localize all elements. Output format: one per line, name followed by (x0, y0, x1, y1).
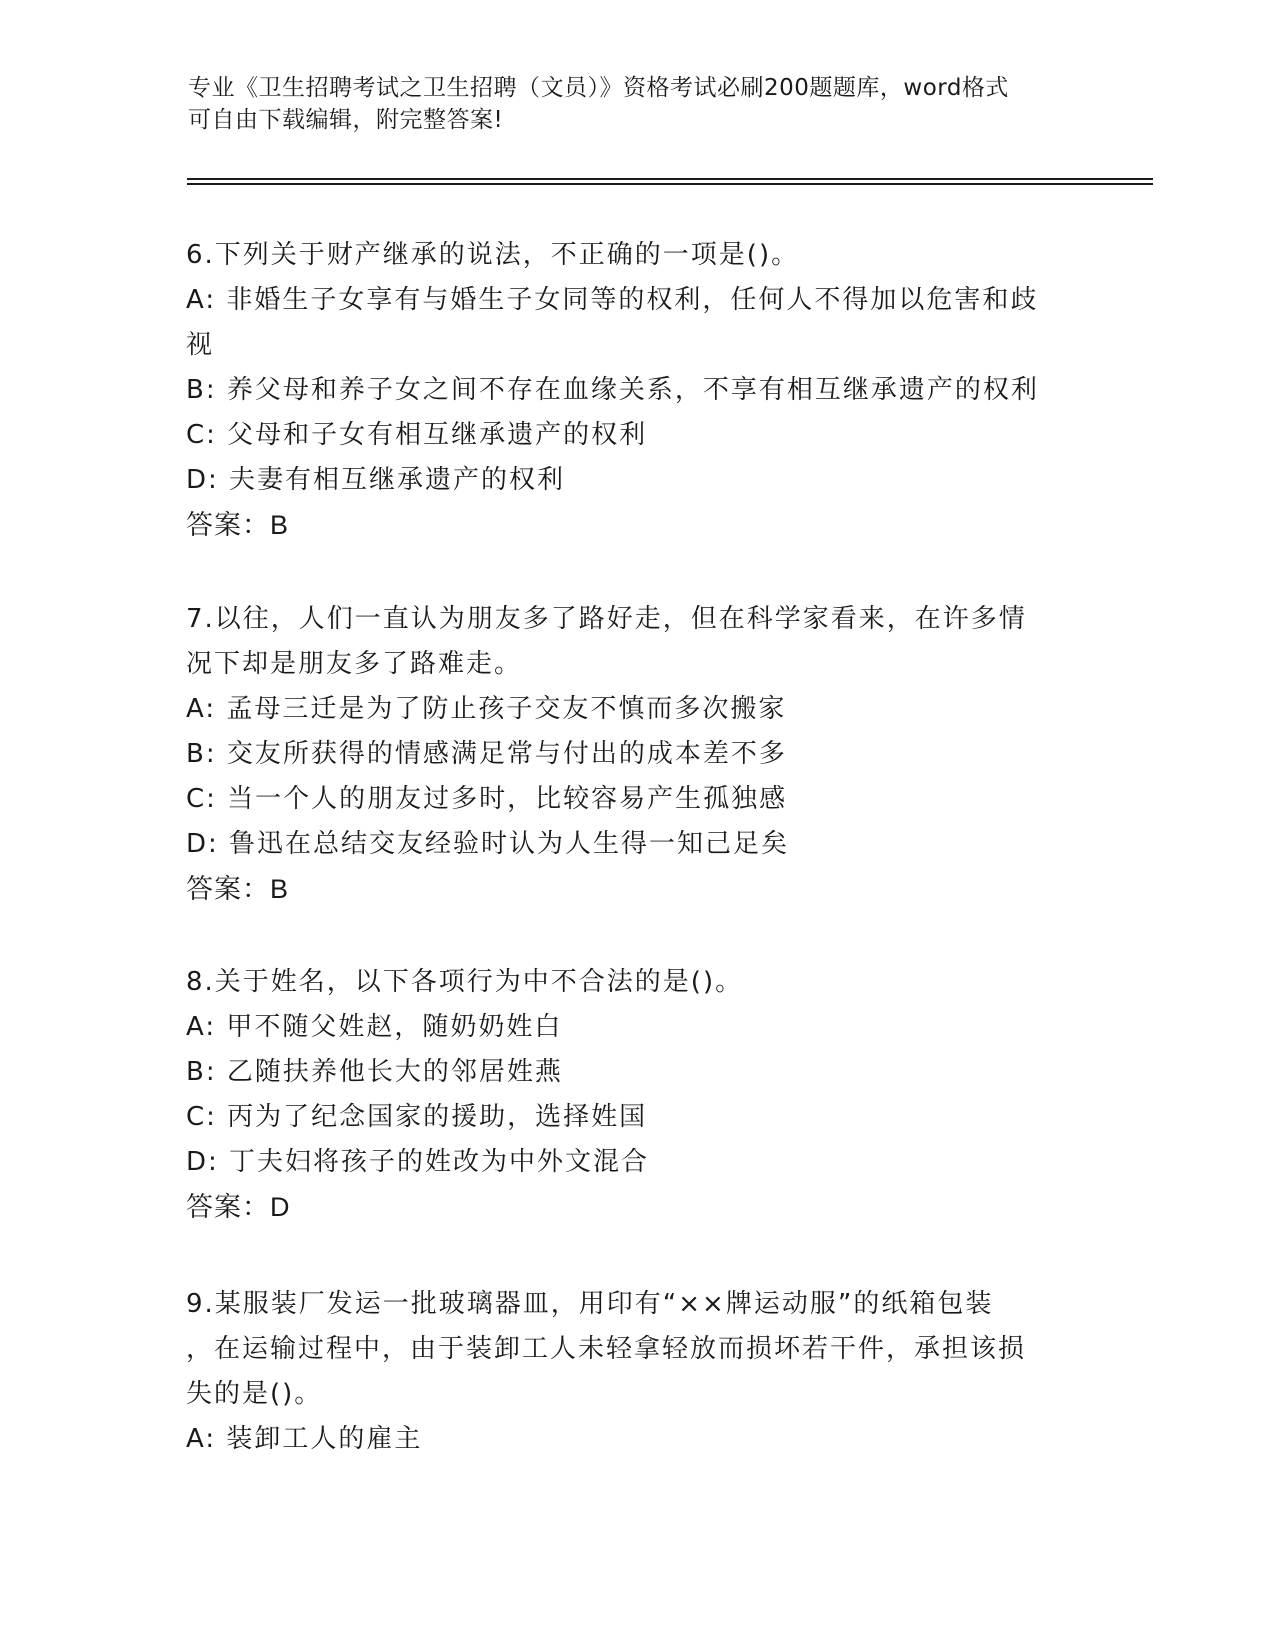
option-a: A: 孟母三迁是为了防止孩子交友不慎而多次搬家 (186, 694, 787, 724)
answer-line: 答案：D (186, 1192, 291, 1222)
option-c: C: 当一个人的朋友过多时，比较容易产生孤独感 (186, 784, 788, 814)
option-b: B: 养父母和养子女之间不存在血缘关系，不享有相互继承遗产的权利 (186, 375, 1039, 405)
option-b: B: 交友所获得的情感满足常与付出的成本差不多 (186, 739, 787, 769)
header-divider-bottom (187, 183, 1153, 185)
question-stem: 6.下列关于财产继承的说法，不正确的一项是()。 (186, 240, 800, 270)
option-a: A: 非婚生子女享有与婚生子女同等的权利，任何人不得加以危害和歧 (186, 285, 1039, 315)
answer-line: 答案：B (186, 510, 290, 540)
answer-line: 答案：B (186, 874, 290, 904)
question-stem: 8.关于姓名，以下各项行为中不合法的是()。 (186, 967, 744, 997)
option-a-continued: 视 (186, 330, 215, 360)
question-stem-continued: ，在运输过程中，由于装卸工人未轻拿轻放而损坏若干件，承担该损 (186, 1334, 1027, 1364)
question-9 (186, 1282, 1086, 1462)
question-stem: 9.某服装厂发运一批玻璃器皿，用印有“××牌运动服”的纸箱包装 (186, 1289, 994, 1319)
header-divider-top (187, 178, 1153, 180)
option-b: B: 乙随扶养他长大的邻居姓燕 (186, 1057, 563, 1087)
question-6 (186, 233, 1086, 548)
question-stem-continued: 况下却是朋友多了路难走。 (186, 649, 523, 679)
document-header (188, 72, 1068, 136)
question-stem-continued: 失的是()。 (186, 1379, 323, 1409)
question-8 (186, 960, 1086, 1230)
option-c: C: 父母和子女有相互继承遗产的权利 (186, 420, 648, 450)
option-d: D: 夫妻有相互继承遗产的权利 (186, 465, 566, 495)
header-line-1: 专业《卫生招聘考试之卫生招聘（文员）》资格考试必刷200题题库，word格式 (188, 75, 1009, 101)
option-d: D: 丁夫妇将孩子的姓改为中外文混合 (186, 1147, 650, 1177)
option-c: C: 丙为了纪念国家的援助，选择姓国 (186, 1102, 648, 1132)
option-a: A: 装卸工人的雇主 (186, 1424, 423, 1454)
question-7 (186, 597, 1086, 912)
option-d: D: 鲁迅在总结交友经验时认为人生得一知己足矣 (186, 829, 790, 859)
option-a: A: 甲不随父姓赵，随奶奶姓白 (186, 1012, 563, 1042)
question-stem: 7.以往，人们一直认为朋友多了路好走，但在科学家看来，在许多情 (186, 604, 1027, 634)
header-line-2: 可自由下载编辑，附完整答案! (188, 107, 504, 133)
